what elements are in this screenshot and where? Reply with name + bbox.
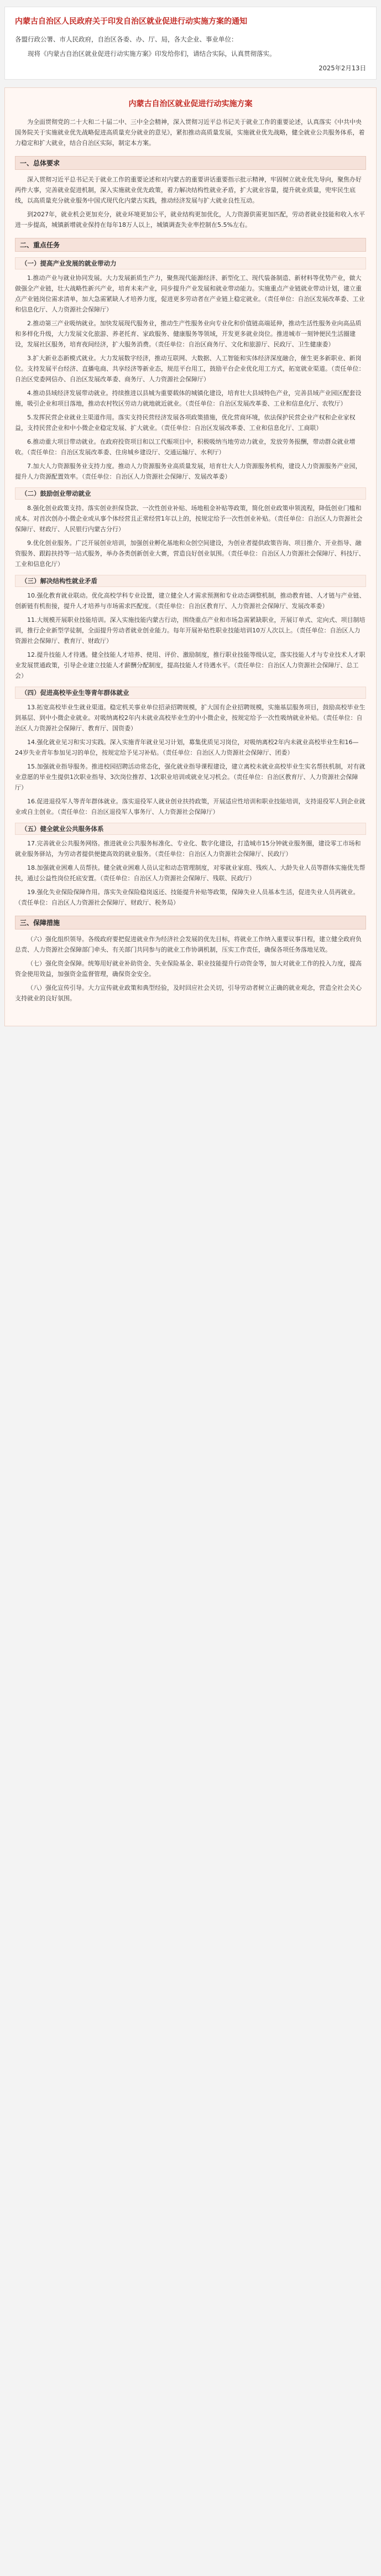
notice-body: 现将《内蒙古自治区就业促进行动实施方案》印发给你们，请结合实际，认真贯彻落实。 — [28, 50, 276, 58]
page — [0, 0, 381, 1037]
notice-card — [4, 7, 377, 80]
subsection-heading: （一）提高产业发展的就业带动力 — [15, 257, 366, 269]
subsection-paragraph: 18.加强就业困难人员帮扶。健全就业困难人员认定和动态管理制度，对零就业家庭、残疾人、大龄失业人员等群体实施优先帮扶，通过公益性岗位托底安置。（责任单位：自治区人力资源社会保障厅、残联、民政厅） — [15, 864, 366, 882]
document-end — [15, 1007, 366, 1012]
document-title: 内蒙古自治区就业促进行动实施方案 — [128, 100, 253, 108]
subsection-paragraph: 3.扩大新业态新模式就业。大力发展数字经济，推动互联网、大数据、人工智能和实体经济深度融合，催生更多新职业、新岗位。支持发展平台经济、直播电商、共享经济等新业态，规范平台用工，鼓励平台企业优化用工方式，拓宽就业渠道。（责任单位：自治区党委网信办、自治区发展改革委、商务厅、人力资源社会保障厅） — [15, 355, 365, 383]
subsection-paragraph: 16.促进退役军人等青年群体就业。落实退役军人就业创业扶持政策，开展适应性培训和职业技能培训，支持退役军人到企业就业或自主创业。（责任单位：自治区退役军人事务厅、人力资源社会保障厅） — [15, 798, 366, 816]
subsection-heading: （五）健全就业公共服务体系 — [15, 823, 366, 835]
subsection-heading: （三）解决结构性就业矛盾 — [15, 575, 366, 587]
subsection-paragraph: 6.推动重大项目带动就业。在政府投资项目和以工代赈项目中，积极吸纳当地劳动力就业，发放劳务报酬，带动群众就业增收。（责任单位：自治区发展改革委、住房城乡建设厅、交通运输厅、水利厅） — [15, 438, 356, 456]
document-card — [4, 87, 377, 1026]
subsection-paragraph: 15.加强就业指导服务。推进校园招聘活动常态化，强化就业指导课程建设，建立离校未就业高校毕业生实名帮扶机制，对有就业意愿的毕业生提供1次职业指导、3次岗位推荐、1次职业培训或就业见习机会。（责任单位：自治区教育厅、人力资源社会保障厅） — [15, 763, 366, 791]
notice-title: 内蒙古自治区人民政府关于印发自治区就业促进行动实施方案的通知 — [15, 17, 247, 26]
section-heading: 一、总体要求 — [15, 156, 366, 170]
section-paragraph: （七）强化资金保障。统筹用好就业补助资金、失业保险基金、职业技能提升行动资金等，加大对就业工作的投入力度，提高资金使用效益，加强资金监督管理，确保资金安全。 — [15, 960, 362, 978]
section-heading: 二、重点任务 — [15, 238, 366, 252]
subsection-paragraph: 12.提升技能人才待遇。健全技能人才培养、使用、评价、激励制度，推行职业技能等级认定，落实技能人才与专业技术人才职业发展贯通政策，引导企业建立技能人才薪酬分配制度，提高技能人才待遇水平。（责任单位：自治区人力资源社会保障厅、总工会） — [15, 651, 366, 679]
subsection-paragraph: 5.发挥民营企业就业主渠道作用。落实支持民营经济发展各项政策措施，优化营商环境，依法保护民营企业产权和企业家权益，支持民营企业和中小微企业稳定发展、扩大就业。（责任单位：自治区发展改革委、工业和信息化厅、工商联） — [15, 414, 356, 432]
subsection-paragraph: 14.强化就业见习和实习实践。深入实施青年就业见习计划，募集优质见习岗位，对吸纳离校2年内未就业高校毕业生和16—24岁失业青年参加见习的单位，按规定给予见习补贴。（责任单位：自治区人力资源社会保障厅、团委） — [15, 739, 359, 756]
subsection-paragraph: 4.推动县域经济发展带动就业。持续推进以县城为重要载体的城镇化建设，培育壮大县域特色产业，完善县域产业园区配套设施，吸引企业和项目落地，推动农村牧区劳动力就地就近就业。（责任单位：自治区发展改革委、工业和信息化厅、农牧厅） — [15, 389, 362, 407]
subsection-paragraph: 17.完善就业公共服务网络。推进就业公共服务标准化、专业化、数字化建设，打造城市15分钟就业服务圈，建设零工市场和就业服务驿站，为劳动者提供便捷高效的就业服务。（责任单位：自治区人力资源社会保障厅、民政厅） — [15, 840, 361, 858]
subsection-paragraph: 7.加大人力资源服务业支持力度。推动人力资源服务业高质量发展，培育壮大人力资源服务机构，建设人力资源服务产业园，提升人力资源配置效率。（责任单位：自治区人力资源社会保障厅、发展改革委） — [15, 463, 362, 480]
subsection-paragraph: 10.强化教育就业联动。优化高校学科专业设置，建立健全人才需求预测和专业动态调整机制，推动教育链、人才链与产业链、创新链有机衔接，提升人才培养与市场需求匹配度。（责任单位：自治区教育厅、人力资源社会保障厅、发展改革委） — [15, 592, 366, 610]
subsection-paragraph: 11.大规模开展职业技能培训。深入实施技能内蒙古行动，围绕重点产业和市场急需紧缺职业，开展订单式、定向式、项目制培训，推行企业新型学徒制，全面提升劳动者就业创业能力。每年开展补贴性职业技能培训10万人次以上。（责任单位：自治区人力资源社会保障厅、教育厅、财政厅） — [15, 616, 366, 645]
subsection-heading: （二）鼓励创业带动就业 — [15, 487, 366, 500]
subsection-paragraph: 9.优化创业服务。广泛开展创业培训，加强创业孵化基地和众创空间建设，为创业者提供政策咨询、项目推介、开业指导、融资服务、跟踪扶持等一站式服务，举办各类创新创业大赛，营造良好创业氛围。（责任单位：自治区人力资源社会保障厅、科技厅、工业和信息化厅） — [15, 539, 365, 568]
document-sections — [15, 156, 366, 1004]
notice-date: 2025年2月13日 — [319, 64, 366, 72]
subsection-paragraph: 1.推动产业与就业协同发展。大力发展新质生产力，聚焦现代能源经济、新型化工、现代装备制造、新材料等优势产业，做大做强全产业链，壮大战略性新兴产业，培育未来产业，同步提升产业发展和就业带动能力。实施重点产业链就业带动计划，建立重点产业链岗位需求清单，加大急需紧缺人才培养力度，促进更多劳动者在产业链上稳定就业。（责任单位：自治区发展改革委、工业和信息化厅、人力资源社会保障厅） — [15, 274, 365, 313]
subsection-paragraph: 19.强化失业保险保障作用。落实失业保险稳岗返还、技能提升补贴等政策，保障失业人员基本生活，促进失业人员再就业。（责任单位：自治区人力资源社会保障厅、财政厅、税务局） — [15, 889, 359, 906]
subsection-heading: （四）促进高校毕业生等青年群体就业 — [15, 687, 366, 699]
subsection-paragraph: 8.强化创业政策支持。落实创业担保贷款、一次性创业补贴、场地租金补贴等政策，简化创业政策申领流程，降低创业门槛和成本。对首次创办小微企业或从事个体经营且正常经营1年以上的，按规定给予一次性创业补贴。（责任单位：自治区人力资源社会保障厅、财政厅、人民银行内蒙古分行） — [15, 505, 363, 533]
section-heading: 三、保障措施 — [15, 916, 366, 929]
section-paragraph: （六）强化组织领导。各级政府要把促进就业作为经济社会发展的优先目标，将就业工作纳入重要议事日程，建立健全政府负总责、人力资源社会保障部门牵头、有关部门共同参与的就业工作协调机制，压实工作责任，确保各项任务落地见效。 — [15, 936, 362, 953]
section-paragraph: 到2027年，就业机会更加充分，就业环境更加公平，就业结构更加优化，人力资源供需更加匹配，劳动者就业技能和收入水平进一步提高，城镇新增就业保持在每年18万人以上，城镇调查失业率控制在5.5%左右。 — [15, 211, 365, 228]
subsection-paragraph: 2.推动第三产业吸纳就业。加快发展现代服务业，推动生产性服务业向专业化和价值链高端延伸，推动生活性服务业向高品质和多样化升级，大力发展文化旅游、养老托育、家政服务、健康服务等领域，开发更多就业岗位。推进城市一刻钟便民生活圈建设，发展社区服务，培育夜间经济，扩大服务消费。（责任单位：自治区商务厅、文化和旅游厅、民政厅、卫生健康委） — [15, 320, 362, 348]
subsection-paragraph: 13.拓宽高校毕业生就业渠道。稳定机关事业单位招录招聘规模，扩大国有企业招聘规模，实施基层服务项目，鼓励高校毕业生到基层、到中小微企业就业。对吸纳离校2年内未就业高校毕业生的中小微企业，按规定给予一次性吸纳就业补贴。（责任单位：自治区人力资源社会保障厅、教育厅、国资委） — [15, 704, 366, 732]
notice-salutation: 各盟行政公署、市人民政府，自治区各委、办、厅、局，各大企业、事业单位： — [15, 35, 238, 43]
document-intro: 为全面贯彻党的二十大和二十届二中、三中全会精神，深入贯彻习近平总书记关于就业工作的重要论述，认真落实《中共中央国务院关于实施就业优先战略促进高质量充分就业的意见》，紧扣推动高质量发展，实施就业优先战略，健全就业公共服务体系，着力稳定和扩大就业，结合自治区实际，制定本方案。 — [15, 118, 365, 147]
section-paragraph: 深入贯彻习近平总书记关于就业工作的重要论述和对内蒙古的重要讲话重要指示批示精神，牢固树立就业优先导向，聚焦办好两件大事，完善就业促进机制，深入实施就业优先政策，着力解决结构性就业矛盾，扩大就业容量，提升就业质量，兜牢民生底线，以高质量充分就业服务中国式现代化内蒙古实践，推动经济发展与扩大就业良性互动。 — [15, 176, 362, 204]
section-paragraph: （八）强化宣传引导。大力宣传就业政策和典型经验，及时回应社会关切，引导劳动者树立正确的就业观念，营造全社会关心支持就业的良好氛围。 — [15, 984, 362, 1002]
